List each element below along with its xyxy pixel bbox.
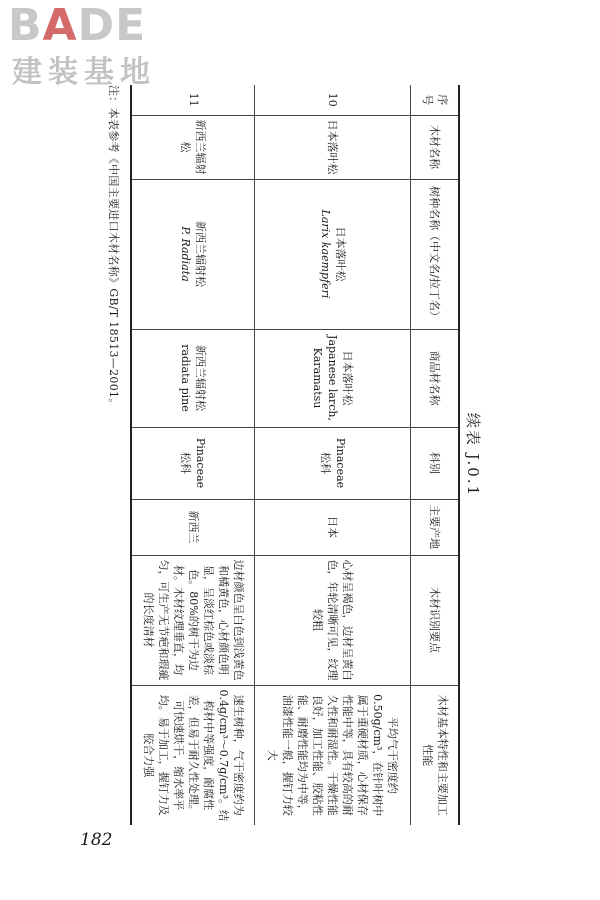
origin: 新西兰 xyxy=(131,499,255,555)
header-cell: 木材基本特性和主要加工性能 xyxy=(411,685,459,825)
header-cell: 序号 xyxy=(411,85,459,115)
species-name xyxy=(131,179,255,329)
origin: 日本 xyxy=(255,499,411,555)
header-cell: 木材名称 xyxy=(411,115,459,179)
family-cn: 松科 xyxy=(179,452,193,474)
family xyxy=(131,427,255,499)
logo-wordmark: BADE xyxy=(8,0,147,51)
row-number: 11 xyxy=(131,85,255,115)
species-latin: Larix kaempferi xyxy=(318,209,332,299)
family-latin: Pinaceae xyxy=(194,437,208,489)
logo-subtitle: 建装基地 xyxy=(12,55,156,90)
header-cell: 主要产地 xyxy=(411,499,459,555)
family xyxy=(255,427,411,499)
identification-points: 心材呈褐色，边材呈黄白色，年轮清晰可见，纹理较粗 xyxy=(255,555,411,685)
header-cell: 科别 xyxy=(411,427,459,499)
table-row xyxy=(255,85,411,825)
table-caption: 续表 J.0.1 xyxy=(464,412,482,498)
trade-name: 日本落叶松 Japanese larch, Karamatsu xyxy=(255,329,411,427)
species-cn: 新西兰辐射松 xyxy=(194,221,208,287)
properties: 平均气干密度约0.50g/cm³，在针叶树中属于重硬材质，心材保存性能中等，具有较高的耐久性和耐湿性。干燥性能良好，加工性能、胶粘性能、耐磨性能均为中等，油漆性能一般，握钉力较大 xyxy=(255,685,411,825)
species-latin: P. Radiata xyxy=(179,226,193,282)
header-cell: 木材识别要点 xyxy=(411,555,459,685)
rotated-page-content xyxy=(90,85,490,825)
table-note: 注：本表参考《中国主要进口木材名称》GB/T 18513—2001。 xyxy=(107,85,120,410)
table-row xyxy=(131,85,255,825)
page-number: 182 xyxy=(80,830,113,850)
trade-name: 新西兰辐射松 radiata pine xyxy=(131,329,255,427)
header-cell: 商品材名称 xyxy=(411,329,459,427)
identification-points: 边材颜色呈白色到浅黄色和橘黄色，心材颜色明显，呈淡红棕色或淡棕色。80%的树干为边材。木材纹理垂直，均匀，可生产无节疤和瑕疵的长度清材 xyxy=(131,555,255,685)
header-cell: 树种名称（中文名/拉丁名） xyxy=(411,179,459,329)
family-cn: 松科 xyxy=(318,452,332,474)
wood-species-table xyxy=(130,85,460,825)
wood-name: 日本落叶松 xyxy=(255,115,411,179)
species-name xyxy=(255,179,411,329)
species-cn: 日本落叶松 xyxy=(333,226,347,282)
properties: 速生树种，气干密度约为0.4g/cm³～0.7g/cm³。结构材中等强度，耐腐性差，但易于耐久性处理。可快速烘干，缩水率平均。易于加工，握钉力及胶合力强 xyxy=(131,685,255,825)
table-header-row xyxy=(411,85,459,825)
row-number: 10 xyxy=(255,85,411,115)
wood-name: 新西兰辐射松 xyxy=(131,115,255,179)
family-latin: Pinaceae xyxy=(333,437,347,489)
